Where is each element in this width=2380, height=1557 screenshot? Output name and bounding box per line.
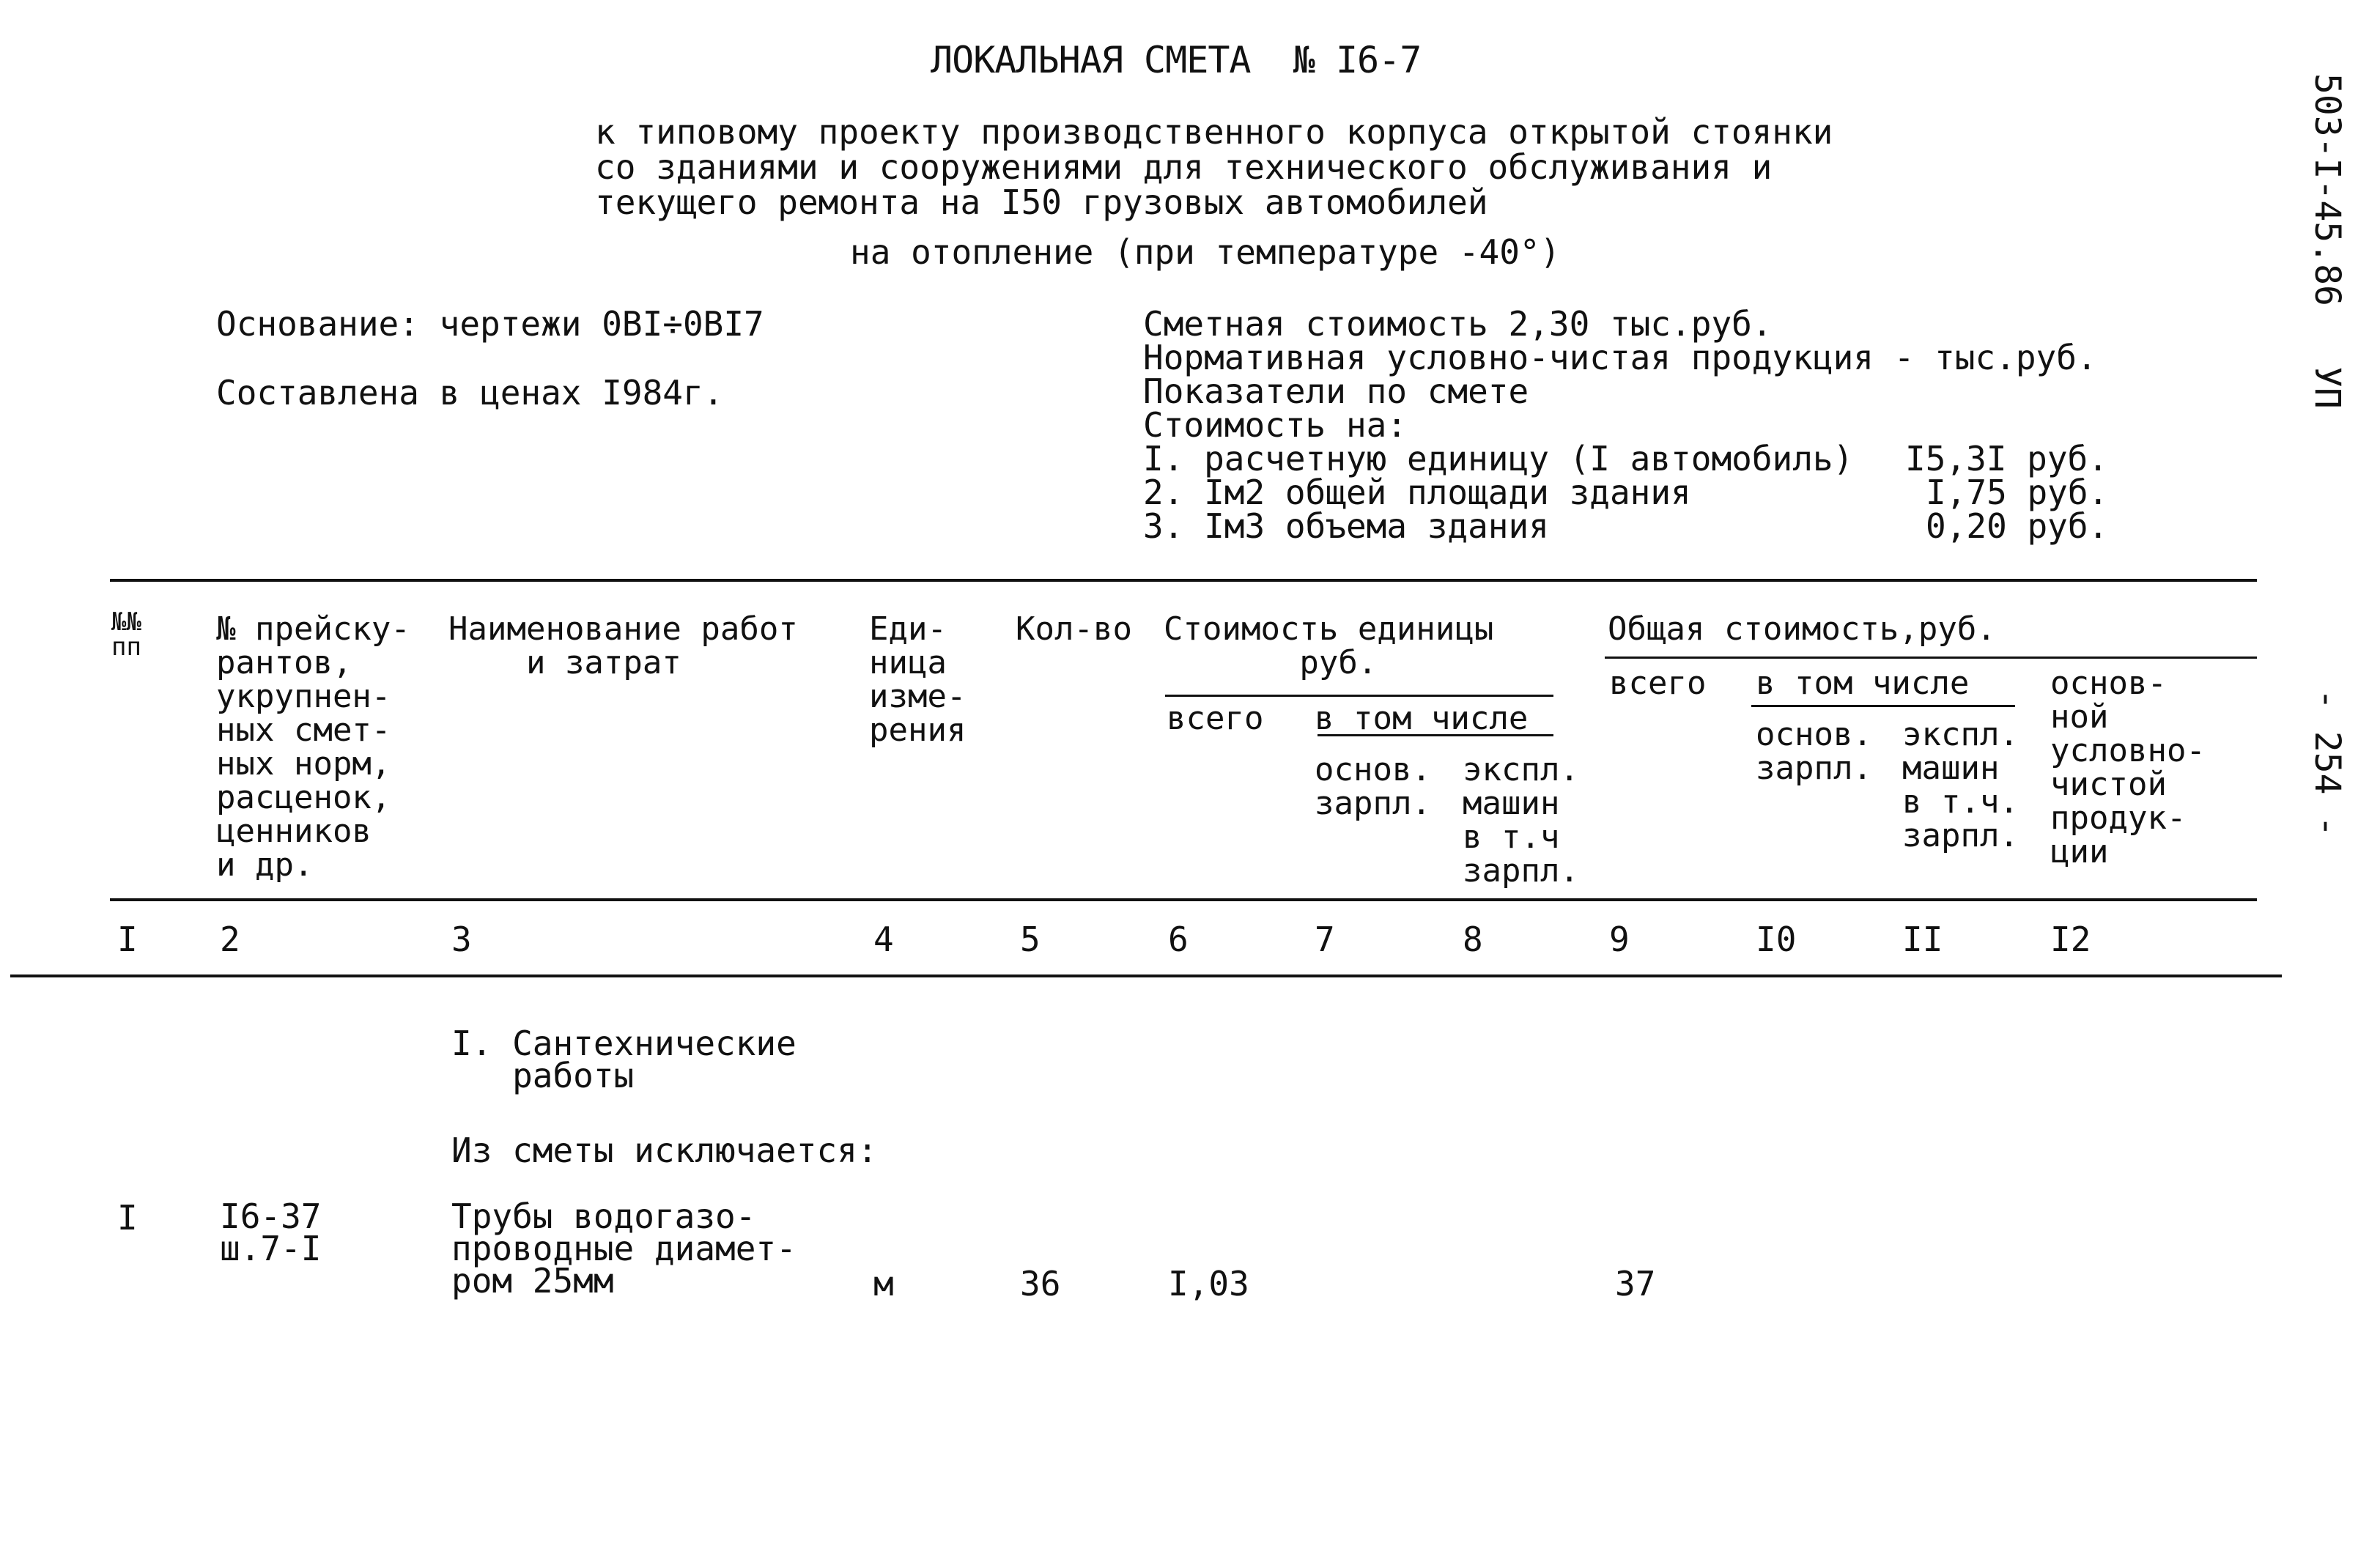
indicator-value-1: I5,3I руб.	[1905, 439, 2108, 478]
header-unit: Еди- ница изме- рения	[869, 610, 967, 749]
cost-line-3: Показатели по смете	[1143, 371, 1529, 411]
header-unit-incl: в том числе	[1315, 700, 1529, 737]
header-quantity: Кол-во	[1016, 610, 1132, 648]
excluded-note: Из сметы исключается:	[451, 1131, 878, 1170]
numbers-bottom-rule	[10, 974, 2282, 977]
header-bottom-rule	[110, 898, 2257, 901]
header-row-number: №№ пп	[111, 607, 141, 662]
col-num-8: 8	[1463, 920, 1483, 959]
album-label: УП	[2307, 366, 2348, 409]
unit-cost-subrule	[1165, 695, 1553, 697]
header-price-ref: № прейску- рантов, укрупнен- ных смет- ных норм, расценок, ценников и др.	[216, 610, 410, 884]
col-num-10: I0	[1756, 920, 1797, 959]
row-1-unit: м	[873, 1264, 894, 1303]
header-total-incl: в том числе	[1756, 665, 1970, 702]
header-net-product: основ- ной условно- чистой продук- ции	[2050, 665, 2206, 870]
indicator-label-2: 2. Iм2 общей площади здания	[1143, 473, 1691, 512]
subtitle-line-1: к типовому проекту производственного корпуса открытой стоянки	[595, 112, 1833, 152]
heating-line: на отопление (при температуре -40°)	[850, 232, 1561, 272]
header-total-all: всего	[1609, 665, 1707, 702]
cost-line-1: Сметная стоимость 2,30 тыс.руб.	[1143, 304, 1773, 344]
row-1-number: I	[117, 1198, 138, 1238]
col-num-5: 5	[1020, 920, 1041, 959]
header-unit-wage: основ. зарпл.	[1315, 751, 1431, 822]
indicator-label-1: I. расчетную единицу (I автомобиль)	[1143, 439, 1854, 478]
indicator-value-2: I,75 руб.	[1926, 473, 2109, 512]
project-code: 503-I-45.86	[2307, 73, 2348, 306]
col-num-9: 9	[1609, 920, 1630, 959]
section-title: I. Сантехнические работы	[451, 1024, 797, 1095]
row-1-qty: 36	[1020, 1264, 1061, 1303]
indicator-value-3: 0,20 руб.	[1926, 506, 2109, 546]
col-num-3: 3	[451, 920, 472, 959]
col-num-1: I	[117, 920, 138, 959]
page-number: - 254 -	[2307, 689, 2348, 837]
header-work-name: Наименование работ и затрат	[448, 610, 798, 681]
row-1-name: Трубы водогазо- проводные диамет- ром 25мм	[451, 1197, 797, 1301]
subtitle-line-3: текущего ремонта на I50 грузовых автомобилей	[595, 182, 1488, 222]
total-incl-subrule	[1751, 705, 2015, 707]
row-1-total: 37	[1615, 1264, 1656, 1303]
col-num-6: 6	[1168, 920, 1189, 959]
col-num-11: II	[1902, 920, 1943, 959]
header-unit-machines: экспл. машин в т.ч зарпл.	[1463, 751, 1579, 890]
row-1-code: I6-37 ш.7-I	[220, 1197, 322, 1268]
header-total-machines: экспл. машин в т.ч. зарпл.	[1902, 716, 2019, 854]
header-total-wage: основ. зарпл.	[1756, 716, 1872, 787]
indicator-label-3: 3. Iм3 объема здания	[1143, 506, 1549, 546]
cost-line-2: Нормативная условно-чистая продукция - тыс.руб.	[1143, 338, 2097, 377]
cost-line-4: Стоимость на:	[1143, 405, 1408, 445]
row-1-unit-total: I,03	[1168, 1264, 1249, 1303]
header-unit-cost: Стоимость единицы руб.	[1164, 610, 1494, 681]
table-top-rule	[110, 579, 2257, 582]
col-num-4: 4	[873, 920, 894, 959]
col-num-7: 7	[1315, 920, 1335, 959]
total-cost-subrule	[1605, 657, 2257, 659]
header-total-cost: Общая стоимость,руб.	[1608, 610, 1996, 648]
document-title: ЛОКАЛЬНАЯ СМЕТА № I6-7	[931, 39, 1422, 81]
header-unit-total: всего	[1167, 700, 1264, 737]
col-num-12: I2	[2050, 920, 2091, 959]
basis-prices: Составлена в ценах I984г.	[216, 373, 724, 413]
col-num-2: 2	[220, 920, 240, 959]
basis-drawings: Основание: чертежи 0BI÷0BI7	[216, 304, 764, 344]
subtitle-line-2: со зданиями и сооружениями для технического обслуживания и	[595, 147, 1773, 187]
